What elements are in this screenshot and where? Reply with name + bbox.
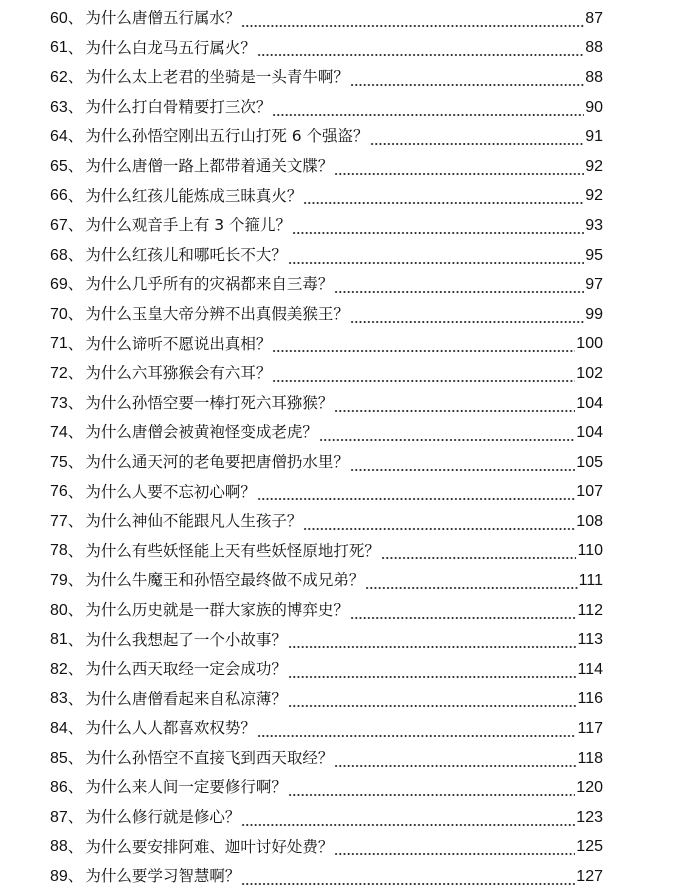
toc-dot-leader — [272, 371, 575, 383]
toc-dot-leader — [241, 815, 575, 827]
toc-entry-title: 为什么玉皇大帝分辨不出真假美猴王？ — [85, 304, 349, 323]
toc-entry-page-number: 91 — [585, 128, 603, 146]
toc-entry-title: 为什么要学习智慧啊？ — [85, 867, 241, 886]
toc-entry-title: 为什么孙悟空刚出五行山打死 6 个强盗？ — [85, 127, 369, 146]
toc-entry-title: 为什么白龙马五行属火？ — [85, 38, 256, 57]
toc-entry-number: 61 — [50, 39, 68, 57]
toc-dot-leader — [303, 519, 575, 531]
toc-entry-title: 为什么牛魔王和孙悟空最终做不成兄弟？ — [85, 571, 365, 590]
toc-entry-page-number: 123 — [576, 808, 603, 826]
toc-entry-page-number: 88 — [585, 39, 603, 57]
toc-entry-title: 为什么修行就是修心？ — [85, 808, 241, 827]
toc-entry-number: 86 — [50, 779, 68, 797]
toc-entry-separator: 、 — [67, 393, 84, 412]
toc-entry-title: 为什么来人间一定要修行啊？ — [85, 778, 287, 797]
toc-entry[interactable] — [0, 773, 687, 803]
toc-dot-leader — [257, 726, 577, 738]
toc-entry[interactable] — [0, 833, 687, 863]
toc-dot-leader — [288, 696, 577, 708]
toc-dot-leader — [241, 16, 584, 28]
toc-entry-separator: 、 — [67, 512, 84, 531]
toc-entry[interactable] — [0, 211, 687, 241]
toc-entry-number: 80 — [50, 601, 68, 619]
toc-entry-title: 为什么唐僧五行属水？ — [85, 9, 241, 28]
toc-entry-separator: 、 — [67, 364, 84, 383]
toc-dot-leader — [350, 312, 584, 324]
toc-entry-page-number: 92 — [585, 157, 603, 175]
toc-dot-leader — [257, 45, 584, 57]
toc-entry-separator: 、 — [67, 748, 84, 767]
toc-entry[interactable] — [0, 478, 687, 508]
toc-entry-number: 74 — [50, 424, 68, 442]
toc-entry-page-number: 88 — [585, 68, 603, 86]
toc-dot-leader — [319, 430, 575, 442]
toc-entry[interactable] — [0, 182, 687, 212]
toc-entry-title: 为什么有些妖怪能上天有些妖怪原地打死？ — [85, 541, 380, 560]
toc-entry-title: 为什么六耳猕猴会有六耳？ — [85, 364, 272, 383]
toc-entry[interactable] — [0, 566, 687, 596]
toc-entry-page-number: 127 — [576, 868, 603, 886]
toc-entry-title: 为什么我想起了一个小故事？ — [85, 630, 287, 649]
toc-entry-separator: 、 — [67, 689, 84, 708]
toc-entry-separator: 、 — [67, 452, 84, 471]
toc-dot-leader — [365, 578, 577, 590]
toc-entry-page-number: 102 — [576, 364, 603, 382]
toc-entry-number: 88 — [50, 838, 68, 856]
toc-entry-page-number: 93 — [585, 216, 603, 234]
toc-entry-page-number: 97 — [585, 276, 603, 294]
toc-entry-separator: 、 — [67, 186, 84, 205]
toc-dot-leader — [350, 75, 584, 87]
toc-dot-leader — [370, 134, 585, 146]
toc-entry-page-number: 113 — [577, 631, 603, 649]
toc-entry-page-number: 120 — [576, 779, 603, 797]
toc-entry-page-number: 87 — [585, 9, 603, 27]
toc-entry-page-number: 99 — [585, 305, 603, 323]
toc-entry-separator: 、 — [67, 127, 84, 146]
toc-entry-title: 为什么观音手上有 3 个箍儿？ — [85, 216, 292, 235]
toc-entry-title: 为什么唐僧会被黄袍怪变成老虎？ — [85, 423, 318, 442]
toc-entry-title: 为什么要安排阿难、迦叶讨好处费？ — [85, 837, 334, 856]
toc-entry-separator: 、 — [67, 68, 84, 87]
toc-entry-page-number: 108 — [576, 512, 603, 530]
toc-entry-separator: 、 — [67, 660, 84, 679]
toc-dot-leader — [334, 282, 584, 294]
toc-entry-page-number: 95 — [585, 246, 603, 264]
toc-entry-separator: 、 — [67, 719, 84, 738]
toc-entry[interactable] — [0, 389, 687, 419]
toc-dot-leader — [303, 193, 584, 205]
toc-entry-number: 83 — [50, 690, 68, 708]
toc-entry[interactable] — [0, 596, 687, 626]
toc-entry-separator: 、 — [67, 541, 84, 560]
toc-entry-title: 为什么人要不忘初心啊？ — [85, 482, 256, 501]
toc-entry-title: 为什么红孩儿能炼成三昧真火？ — [85, 186, 303, 205]
toc-entry[interactable] — [0, 300, 687, 330]
toc-entry-number: 84 — [50, 720, 68, 738]
toc-entry-number: 77 — [50, 512, 68, 530]
toc-entry-page-number: 112 — [577, 601, 603, 619]
toc-entry-separator: 、 — [67, 304, 84, 323]
toc-entry[interactable] — [0, 507, 687, 537]
toc-entry-separator: 、 — [67, 423, 84, 442]
toc-dot-leader — [292, 223, 584, 235]
toc-entry-number: 81 — [50, 631, 68, 649]
toc-entry[interactable] — [0, 803, 687, 833]
toc-entry-title: 为什么历史就是一群大家族的博弈史？ — [85, 600, 349, 619]
toc-entry-separator: 、 — [67, 97, 84, 116]
toc-entry[interactable] — [0, 152, 687, 182]
toc-entry-separator: 、 — [67, 275, 84, 294]
toc-entry-title: 为什么打白骨精要打三次？ — [85, 97, 272, 116]
toc-entry-number: 69 — [50, 276, 68, 294]
toc-entry-number: 78 — [50, 542, 68, 560]
toc-entry-number: 66 — [50, 187, 68, 205]
toc-entry[interactable] — [0, 63, 687, 93]
toc-entry[interactable] — [0, 93, 687, 123]
toc-entry-page-number: 117 — [577, 720, 603, 738]
toc-dot-leader — [334, 844, 575, 856]
toc-entry[interactable] — [0, 4, 687, 34]
toc-entry-page-number: 105 — [576, 453, 603, 471]
toc-entry-number: 73 — [50, 394, 68, 412]
toc-dot-leader — [350, 460, 575, 472]
toc-entry[interactable] — [0, 241, 687, 271]
toc-entry-page-number: 118 — [577, 749, 603, 767]
toc-entry-page-number: 107 — [576, 483, 603, 501]
toc-entry[interactable] — [0, 122, 687, 152]
toc-entry-page-number: 92 — [585, 187, 603, 205]
toc-entry-title: 为什么太上老君的坐骑是一头青牛啊？ — [85, 68, 349, 87]
toc-dot-leader — [257, 489, 575, 501]
toc-entry-separator: 、 — [67, 600, 84, 619]
toc-dot-leader — [350, 608, 577, 620]
toc-entry-separator: 、 — [67, 571, 84, 590]
toc-entry-title: 为什么几乎所有的灾祸都来自三毒？ — [85, 275, 334, 294]
toc-entry-page-number: 125 — [576, 838, 603, 856]
toc-entry-title: 为什么唐僧一路上都带着通关文牒？ — [85, 157, 334, 176]
toc-entry-page-number: 114 — [577, 660, 603, 678]
toc-entry[interactable] — [0, 359, 687, 389]
toc-entry-separator: 、 — [67, 837, 84, 856]
toc-entry-title: 为什么孙悟空不直接飞到西天取经？ — [85, 748, 334, 767]
toc-entry[interactable] — [0, 862, 687, 892]
toc-entry[interactable] — [0, 448, 687, 478]
toc-entry-separator: 、 — [67, 867, 84, 886]
toc-entry-number: 72 — [50, 364, 68, 382]
toc-entry-number: 87 — [50, 808, 68, 826]
toc-dot-leader — [334, 401, 575, 413]
toc-entry[interactable] — [0, 625, 687, 655]
toc-entry-title: 为什么西天取经一定会成功？ — [85, 660, 287, 679]
toc-entry-title: 为什么孙悟空要一棒打死六耳猕猴？ — [85, 393, 334, 412]
toc-entry-title: 为什么谛听不愿说出真相？ — [85, 334, 272, 353]
toc-entry-number: 89 — [50, 868, 68, 886]
toc-entry[interactable] — [0, 714, 687, 744]
toc-entry-number: 71 — [50, 335, 68, 353]
toc-entry-number: 82 — [50, 660, 68, 678]
toc-entry-number: 79 — [50, 572, 68, 590]
toc-entry-page-number: 111 — [578, 572, 603, 590]
toc-dot-leader — [288, 637, 577, 649]
toc-entry-number: 68 — [50, 246, 68, 264]
toc-entry-title: 为什么唐僧看起来自私凉薄？ — [85, 689, 287, 708]
toc-entry[interactable] — [0, 418, 687, 448]
toc-entry-separator: 、 — [67, 808, 84, 827]
toc-entry-separator: 、 — [67, 245, 84, 264]
toc-entry[interactable] — [0, 34, 687, 64]
toc-entry[interactable] — [0, 744, 687, 774]
toc-dot-leader — [334, 164, 584, 176]
toc-dot-leader — [288, 667, 577, 679]
toc-entry-number: 60 — [50, 9, 68, 27]
toc-entry-separator: 、 — [67, 778, 84, 797]
toc-entry-separator: 、 — [67, 216, 84, 235]
toc-entry-number: 65 — [50, 157, 68, 175]
toc-entry-title: 为什么神仙不能跟凡人生孩子？ — [85, 512, 303, 531]
toc-dot-leader — [241, 874, 575, 886]
toc-entry[interactable] — [0, 270, 687, 300]
toc-entry-number: 62 — [50, 68, 68, 86]
toc-entry[interactable] — [0, 537, 687, 567]
toc-entry-number: 70 — [50, 305, 68, 323]
toc-entry-number: 67 — [50, 216, 68, 234]
toc-entry-separator: 、 — [67, 157, 84, 176]
toc-entry-number: 63 — [50, 98, 68, 116]
toc-entry-page-number: 104 — [576, 394, 603, 412]
toc-entry-page-number: 100 — [576, 335, 603, 353]
toc-entry-separator: 、 — [67, 630, 84, 649]
toc-dot-leader — [272, 105, 584, 117]
toc-entry-page-number: 110 — [577, 542, 603, 560]
table-of-contents — [0, 4, 687, 892]
toc-entry-number: 76 — [50, 483, 68, 501]
toc-entry-number: 85 — [50, 749, 68, 767]
toc-dot-leader — [334, 756, 576, 768]
toc-entry-separator: 、 — [67, 482, 84, 501]
toc-dot-leader — [288, 253, 584, 265]
toc-entry[interactable] — [0, 330, 687, 360]
toc-dot-leader — [381, 548, 577, 560]
toc-entry-page-number: 90 — [585, 98, 603, 116]
toc-entry-page-number: 104 — [576, 424, 603, 442]
toc-entry-page-number: 116 — [577, 690, 603, 708]
toc-dot-leader — [272, 341, 575, 353]
toc-entry-separator: 、 — [67, 334, 84, 353]
toc-entry-separator: 、 — [67, 38, 84, 57]
toc-entry-number: 64 — [50, 128, 68, 146]
toc-entry-title: 为什么人人都喜欢权势？ — [85, 719, 256, 738]
toc-dot-leader — [288, 785, 575, 797]
toc-entry[interactable] — [0, 655, 687, 685]
toc-entry[interactable] — [0, 685, 687, 715]
toc-entry-title: 为什么红孩儿和哪吒长不大？ — [85, 245, 287, 264]
toc-entry-number: 75 — [50, 453, 68, 471]
toc-entry-separator: 、 — [67, 9, 84, 28]
toc-entry-title: 为什么通天河的老龟要把唐僧扔水里？ — [85, 452, 349, 471]
